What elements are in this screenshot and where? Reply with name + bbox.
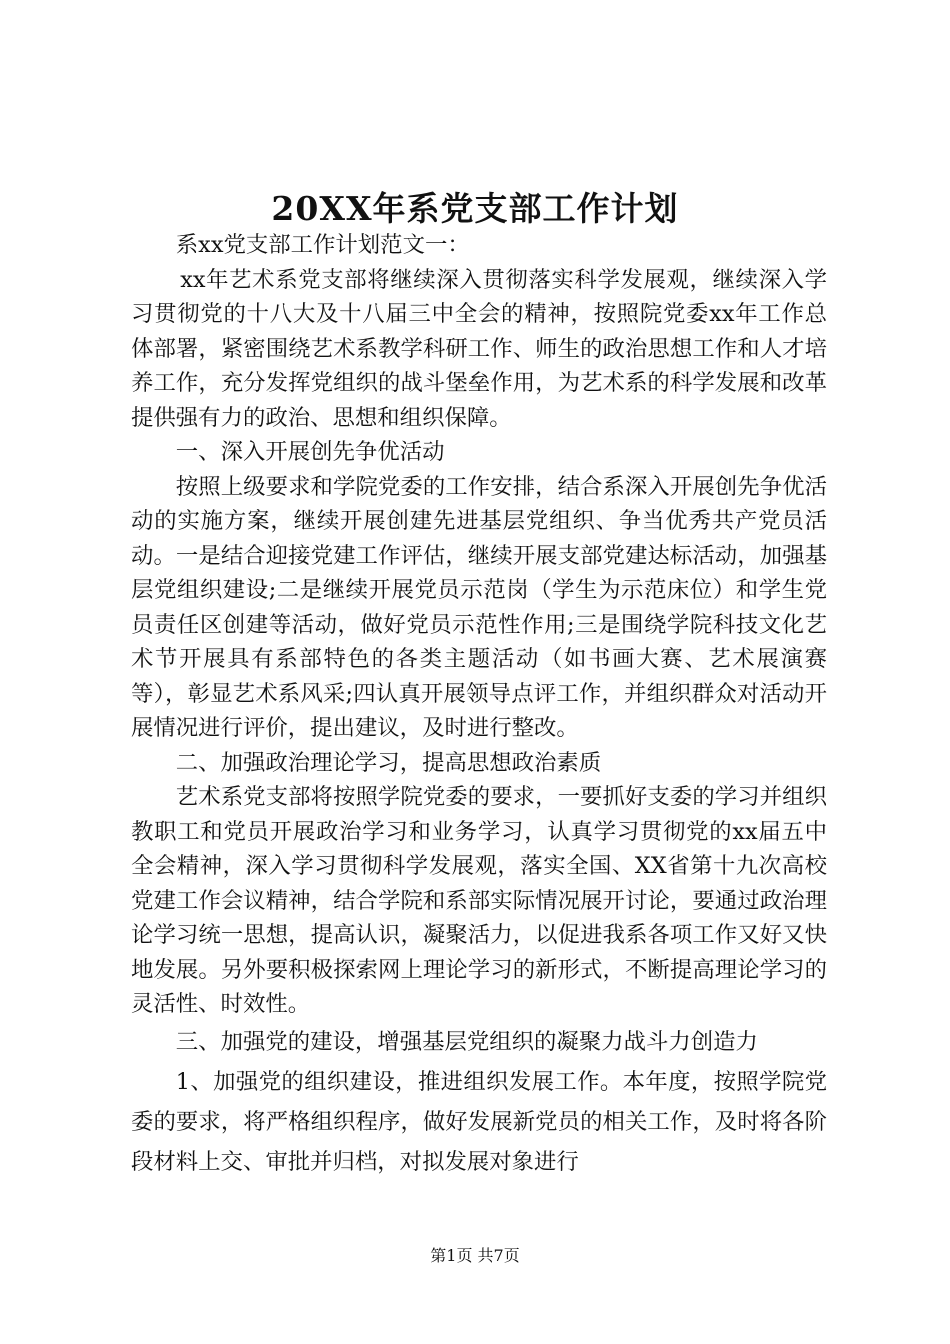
paragraph-section-1: 按照上级要求和学院党委的工作安排，结合系深入开展创先争优活动的实施方案，继续开展创建先进基层党组织、争当优秀共产党员活动。一是结合迎接党建工作评估，继续开展支部党建达标活动，加强基层党组织建设;二是继续开展党员示范岗（学生为示范床位）和学生党员责任区创建等活动，做好党员示范性作用;三是围绕学院科技文化艺术节开展具有系部特色的各类主题活动（如书画大赛、艺术展演赛等），彰显艺术系风采;四认真开展领导点评工作，并组织群众对活动开展情况进行评价，提出建议，及时进行整改。: [131, 473, 827, 741]
paragraph-section-2: 艺术系党支部将按照学院党委的要求，一要抓好支委的学习并组织教职工和党员开展政治学习和业务学习，认真学习贯彻党的xx届五中全会精神，深入学习贯彻科学发展观，落实全国、XX省第十九次高校党建工作会议精神，结合学院和系部实际情况展开讨论，要通过政治理论学习统一思想，提高认识，凝聚活力，以促进我系各项工作又好又快地发展。另外要积极探索网上理论学习的新形式，不断提高理论学习的灵活性、时效性。: [131, 784, 827, 1017]
paragraph-overview: xx年艺术系党支部将继续深入贯彻落实科学发展观，继续深入学习贯彻党的十八大及十八届三中全会的精神，按照院党委xx年工作总体部署，紧密围绕艺术系教学科研工作、师生的政治思想工作和人才培养工作，充分发挥党组织的战斗堡垒作用，为艺术系的科学发展和改革提供强有力的政治、思想和组织保障。: [131, 266, 827, 431]
section-heading-1: 一、深入开展创先争优活动: [175, 439, 445, 465]
paragraph-intro-heading: 系xx党支部工作计划范文一：: [175, 232, 470, 258]
document-title: 20XX年系党支部工作计划: [271, 189, 679, 228]
section-heading-2: 二、加强政治理论学习，提高思想政治素质: [175, 749, 602, 776]
section-heading-3: 三、加强党的建设，增强基层党组织的凝聚力战斗力创造力: [175, 1028, 758, 1055]
page-footer: 第1页 共7页: [430, 1246, 520, 1265]
paragraph-section-3-item-1: 1、加强党的组织建设，推进组织发展工作。本年度，按照学院党委的要求，将严格组织程序，做好发展新党员的相关工作，及时将各阶段材料上交、审批并归档，对拟发展对象进行: [131, 1068, 827, 1175]
document-body: [131, 228, 827, 1182]
